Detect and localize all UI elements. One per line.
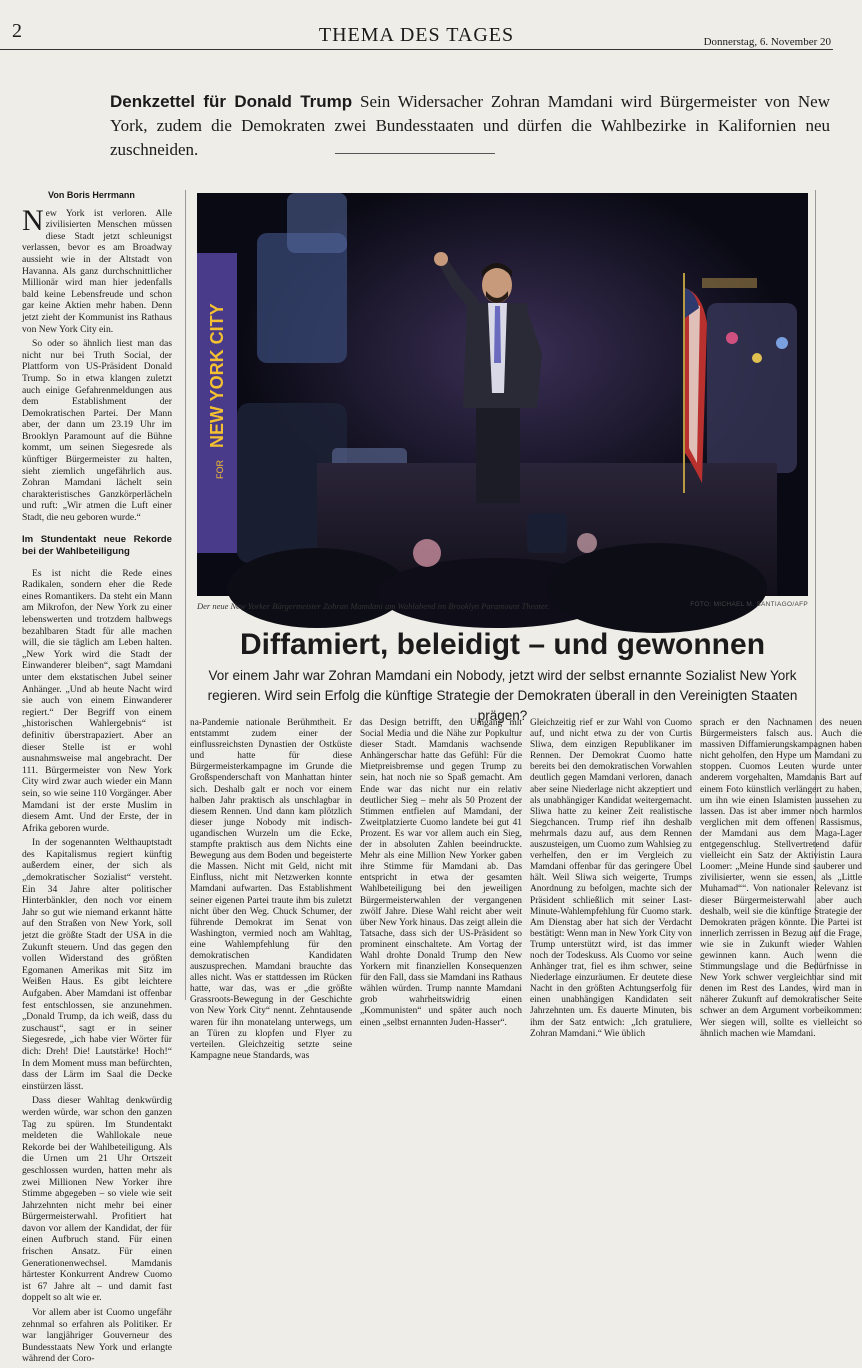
lead-paragraph: New York ist verloren. Alle zivilisierten Menschen müssen diese Stadt jetzt schleunigst verlassen, bevor es am Broadway aussieht wie in der Altstadt von Havanna. Als ganz durchschnittlicher Millionär wird man hier jedenfalls bald keine Lebensfreude und schon gar keine Aktien mehr haben. Denn jetzt zieht der Kommunist ins Rathaus von New York City ein. — [22, 203, 172, 335]
teaser-rule — [335, 153, 495, 154]
subheading: Im Stundentakt neue Rekorde bei der Wahlbeteiligung — [22, 533, 172, 557]
issue-date: Donnerstag, 6. November 20 — [703, 36, 831, 48]
banner-small-text: FOR — [215, 460, 225, 479]
news-photo — [197, 193, 808, 596]
banner-text: NEW YORK CITY — [207, 303, 227, 448]
teaser-text: Sein Widersacher Zohran Mamdani wird Bürgermeister von New York, zudem die Demokraten zwei Bundesstaaten und dürfen die Wahlbezirke in Kalifornien neu zuschneiden. — [110, 92, 830, 159]
right-edge-text — [820, 190, 833, 620]
article-headline: Diffamiert, beleidigt – und gewonnen — [239, 628, 766, 661]
photo-credit: FOTO: MICHAEL M. SANTIAGO/AFP — [690, 601, 808, 608]
lead-paragraph: Es ist nicht die Rede eines Radikalen, sondern eher die Rede eines Romantikers. Da steht ein Mann am Mikrofon, der New York zu einer lebenswerten und trotzdem halbwegs bezahlbaren Stadt für alle machen will, die sie täglich am Leben halten. „New York wird die Stadt der Einwanderer bleiben“, sagt Mamdani unter dem ekstatischen Jubel seiner Anhänger. „Und ab heute Nacht wird sie auch von einem Einwanderer regiert.“ Der Begriff von einem „historischen Wahlergebnis“ ist definitiv überstrapaziert. Aber an dieser Stelle ist er wohl ausnahmsweise mal angebracht. Der 111. Bürgermeister von New York City wird zwar auch wieder ein Mann sein, so wie seine 110 Vorgänger. Aber Mamdani ist der erste Muslim in diesem Amt. Und der Erste, der in Afrika geboren wurde. — [22, 567, 172, 834]
teaser-bold: Denkzettel für Donald Trump — [110, 92, 353, 111]
article-deck: Vor einem Jahr war Zohran Mamdani ein Nobody, jetzt wird der selbst ernannte Sozialist New York regieren. Wird sein Erfolg die künftige Strategie der Demokraten überall in den Vereinigten Staaten prägen? — [207, 668, 798, 723]
page-number: 2 — [12, 20, 22, 42]
lead-paragraph: Dass dieser Wahltag denkwürdig werden würde, war schon den ganzen Tag zu spüren. Im Stundentakt meldeten die Wahllokale neue Rekorde bei der Wahlbeteiligung. Als die Urnen um 21 Uhr Ortszeit geschlossen wurden, hatten mehr als zwei Millionen New Yorker ihre Stimme abgegeben – so viele wie seit Jahrzehnten nicht mehr bei einer Bürgermeisterwahl. Profitiert hat davon vor allem der Kandidat, der für einen Aufbruch stand. Für einen frischen Ansatz. Für einen Generationenwechsel. Mamdanis härtester Konkurrent Andrew Cuomo ist 67 Jahre alt – und damit fast doppelt so alt wie er. — [22, 1095, 172, 1304]
drop-cap: N — [22, 203, 44, 237]
photo-illustration — [197, 193, 808, 596]
article-column: sprach er den Nachnamen des neuen Bürgermeisters falsch aus. Auch die massiven Diffamierungskampagnen haben nicht geholfen, den Hype um Mamdani zu stoppen. Cuomos Leuten wurde unter anderem vorgehalten, Mamdanis Bart auf einem Foto künstlich verlängert zu haben, um ihn wie einen Islamisten aussehen zu lassen. Das ist aber immer noch harmlos verglichen mit dem offenen Rassismus, der Mamdani aus dem Maga-Lager entgegenschlug. Stellvertretend dafür vielleicht ein Satz der Aktivistin Laura Loomer: „Meine Hunde sind sauberer und zivilisierter, wenn sie essen, als „Little Muhamad““. Von nationaler Relevanz ist dieser Bürgermeisterwahl aber auch deshalb, weil sie die künftige Strategie der Demokraten prägen könnte. Die Partei ist innerlich zerrissen in Bezug auf die Frage, wie sie in Zukunft wieder Wahlen gewinnen kann. Auch wenn die Stimmungslage und die Bedürfnisse in New York schwer vergleichbar sind mit denen im Rest des Landes, wird man in näherer Zukunft auf demokratischer Seite schwer an dem Argument vorbeikommen: Wer siegen will, sollte es vielleicht so ähnlich machen wie Mamdani. — [700, 718, 862, 1039]
header-rule — [0, 49, 833, 50]
lead-paragraph: So oder so ähnlich liest man das nicht nur bei Truth Social, der Plattform von US-Präsident Donald Trump. So in etwa klangen zuletzt auch einige Gefahrenmeldungen aus dem Establishment der Demokratischen Partei. Der Mann aber, der dann um 23.19 Uhr im Brooklyn Paramount auf die Bühne kommt, um seinen Siegesrede als künftiger Bürgermeister zu halten, sieht ziemlich ungefährlich aus. Zohran Mamdani lächelt sein charakteristisches Ganzkörperlächeln und ruft: „Wir atmen die Luft einer Stadt, die neu geboren wurde.“ — [22, 338, 172, 524]
photo-caption: Der neue New Yorker Bürgermeister Zohran Mamdani am Wahlabend im Brooklyn Paramount Theater. — [197, 601, 550, 611]
teaser — [110, 90, 830, 162]
article-column: na-Pandemie nationale Berühmtheit. Er entstammt zudem einer der einflussreichsten Dynastien der Ostküste und hatte für diese Bürgermeisterkampagne im Grunde die Großspenderschaft von Manhattan hinter sich. Deshalb galt er noch vor einem halben Jahr praktisch als unschlagbar in diesem Rennen. Und dann kam plötzlich dieser junge Nobody mit indisch-ugandischen Wurzeln um die Ecke, stampfte praktisch aus dem Nichts eine Bewegung aus dem Boden und begeisterte die Massen. Nicht mit Geld, nicht mit Einfluss, nicht mit Netzwerken konnte Mamdani aufwarten. Das Establishment seiner eigenen Partei traute ihm bis zuletzt nicht über den Weg. Chuck Schumer, der führende Demokrat im Senat von Washington, vermied noch am Wahltag, eine Wahlempfehlung für den demokratischen Kandidaten auszusprechen. Mamdani brauchte das alles nicht. Was er stattdessen im Rücken hatte, war das, was er „die größte Grassroots-Bewegung in der Geschichte von New York City“ nennt. Zehntausende waren für ihn monatelang unterwegs, um an Türen zu klopfen und Flyer zu verteilen. Gleichzeitig setzte seine Kampagne neue Standards, was — [190, 718, 352, 1061]
lead-paragraph: In der sogenannten Welthauptstadt des Kapitalismus regiert künftig außerdem einer, der sich als „demokratischer Sozialist“ versteht. Ein 34 Jahre alter politischer Hinterbänkler, den noch vor einem Jahr so gut wie niemand erkannt hätte auf den Straßen von New York, soll jetzt die größte Stadt der USA in die Zukunft steuern. Und das gegen den vollen Widerstand des größten Egomanen Amerikas mit Sitz im Weißen Haus. Es gibt leichtere Aufgaben. Aber Mamdani ist offenbar fest entschlossen, sie anzunehmen. „Donald Trump, da ich weiß, dass du zuschaust“, sagt er in seiner Siegesrede, „ich habe vier Wörter für dich: Dreh! Die! Lautstärke! Hoch!“ In dem Moment muss man befürchten, dass der Lärm im Saal die Decke einstürzen lässt. — [22, 837, 172, 1092]
article-column: Gleichzeitig rief er zur Wahl von Cuomo auf, und nicht etwa zu der von Curtis Sliwa, dem einzigen Republikaner im Rennen. Der Demokrat Cuomo hatte bereits bei den demokratischen Vorwahlen deutlich gegen Mamdani verloren, danach aber seine Niederlage nicht akzeptiert und als unabhängiger Kandidat weitergemacht. Sliwa hatte zu keiner Zeit realistische Siegchancen. Trump rief ihn deshalb mehrmals dazu auf, aus dem Rennen auszusteigen, um Cuomo zum Wahlsieg zu verhelfen, den er im Vergleich zu Mamdani offenbar für das geringere Übel hält. Weil Sliwa sich weigerte, Trumps Anordnung zu befolgen, machte sich der Präsident schließlich mit seiner Last-Minute-Wahlempfehlung für Cuomo stark. Am Dienstag aber hat sich der Verdacht bestätigt: Wenn man in New York City von Trump unterstützt wird, ist das immer noch der Todeskuss. Als Cuomo vor seine Anhänger trat, fiel es ihm schwer, seine Niederlage einzuräumen. Er deutete diese Nacht in den größten Achtungserfolg für einen unabhängigen Kandidaten seit Jahrzehnten um. Es dauerte Minuten, bis ihm der Satz entwich: „Ich gratuliere, Zohran Mamdani.“ Wie üblich — [530, 718, 692, 1039]
section-title: THEMA DES TAGES — [318, 24, 515, 46]
article-column: das Design betrifft, den Umgang mit Social Media und die Nähe zur Popkultur dieser Stadt. Mamdanis wachsende Anhängerschar hatte das Gefühl: Für die Mietpreisbremse und gegen Trump zu sein, hat noch nie so Spaß gemacht. Am Ende war das nicht nur ein relativ deutlicher Sieg – mehr als 50 Prozent der Stimmen entfielen auf Mamdani, der Zweitplatzierte Cuomo landete bei gut 41 Prozent. Es war vor allem auch ein Sieg, der in absoluten Zahlen beeindruckte. Mehr als eine Million New Yorker gaben ihre Stimme für Mamdani ab. Das entspricht in etwa der gesamten Wahlbeteiligung bei den jeweiligen Bürgermeisterwahlen der vergangenen zwölf Jahre. Diese Wahl reicht aber weit über New York hinaus. Das zeigt allein die Tatsache, dass sich der US-Präsident so prominent einschaltete. Am Vortag der Wahl drohte Donald Trump den New Yorkern mit finanziellen Konsequenzen für den Fall, dass sie Mamdani ins Rathaus wählen würden. Trump nannte Mamdani grob wahrheitswidrig einen „Kommunisten“ und später auch noch einen „selbst ernannten Juden-Hasser“. — [360, 718, 522, 1028]
article-columns — [190, 718, 862, 1064]
column-divider — [185, 190, 186, 1000]
byline: Von Boris Herrmann — [48, 190, 135, 200]
lead-column — [22, 190, 172, 1368]
lead-paragraph: Vor allem aber ist Cuomo ungefähr zehnmal so erfahren als Politiker. Er war langjähriger Gouverneur des Bundesstaats New York und erlangte während der Coro- — [22, 1307, 172, 1365]
